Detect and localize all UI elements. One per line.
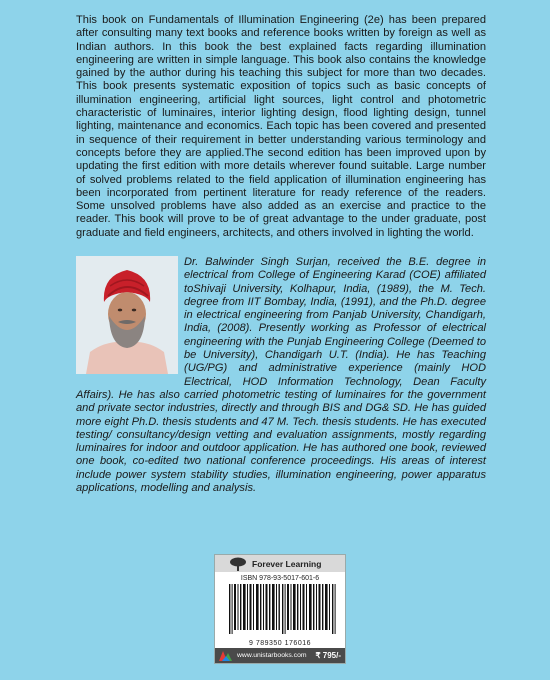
publisher-header: [215, 555, 345, 572]
publisher-footer: [215, 648, 345, 663]
isbn-label: ISBN 978-93-5017-601-6: [240, 575, 320, 582]
price-label: ₹ 795/-: [315, 651, 341, 660]
book-description: This book on Fundamentals of Illumination Engineering (2e) has been prepared after consulting many text books and reference books written by foreign as well as Indian authors. In this book the best explained facts regarding illumination engineering are written in simple language. This book also contains the knowledge gained by the author during his teaching this subject for more than two decades. This book presents systematic exposition of topics such as basic concepts of illumination engineering, artificial light sources, light control and photometric characteristic of luminaires, interior lighting design, flood lighting design, tunnel lighting, maintenance and economics. Each topic has been covered and presented in sequence of their requirement in better understanding various terminology and concepts before they are applied.The second edition has been improved upon by updating the first edition with more details wherever found suitable. Large number of solved problems related to the field application of illumination engineering has been incorporated from pertinent literature for ready reference of the readers. Some unsolved problems have also added as an exercise and practice to the reader. This book will prove to be of great advantage to the under graduate, post graduate and field engineers, architects, and others involved in lighting the world.: [76, 14, 486, 239]
publisher-website: www.unistarbooks.com: [237, 652, 307, 659]
tree-icon: [229, 557, 247, 571]
author-bio: [76, 256, 486, 495]
barcode-number: 9 789350 176016: [249, 640, 311, 647]
photo-spacer: [76, 256, 184, 377]
barcode-panel: [214, 554, 346, 664]
barcode-icon: [229, 584, 339, 634]
publisher-tagline: Forever Learning: [252, 558, 322, 569]
author-bio-text: Dr. Balwinder Singh Surjan, received the B.E. degree in electrical from College of Engineering Karad (COE) affiliated toShivaji University, Kolhapur, India, (1989), the M. Tech. degree from IIT Bombay, India, (1991), and the Ph.D. degree in electrical engineering from Panjab University, Chandigarh, India, (2008). Presently working as Professor of electrical engineering with the Punjab Engineering College (Deemed to be University), Chandigarh U.T. (India). He has Teaching (UG/PG) and administrative experience (mainly HOD Electrical, HOD Information Technology, Dean Faculty Affairs). He has also carried photometric testing of luminaires for the government and private sector industries, directly and through BIS and DG& SD. He has guided more eight Ph.D. thesis students and 47 M. Tech. thesis students. He has executed testing/ consultancy/design vetting and evaluation assignments, mostly regarding luminaires for indoor and outdoor application. He has authored one book, reviewed one book, co-edited two national conference proceedings. His areas of interest include power system stability studies, illumination engineering, power apparatus applications, modelling and analysis.: [76, 256, 486, 495]
publisher-logo-icon: [218, 650, 234, 662]
